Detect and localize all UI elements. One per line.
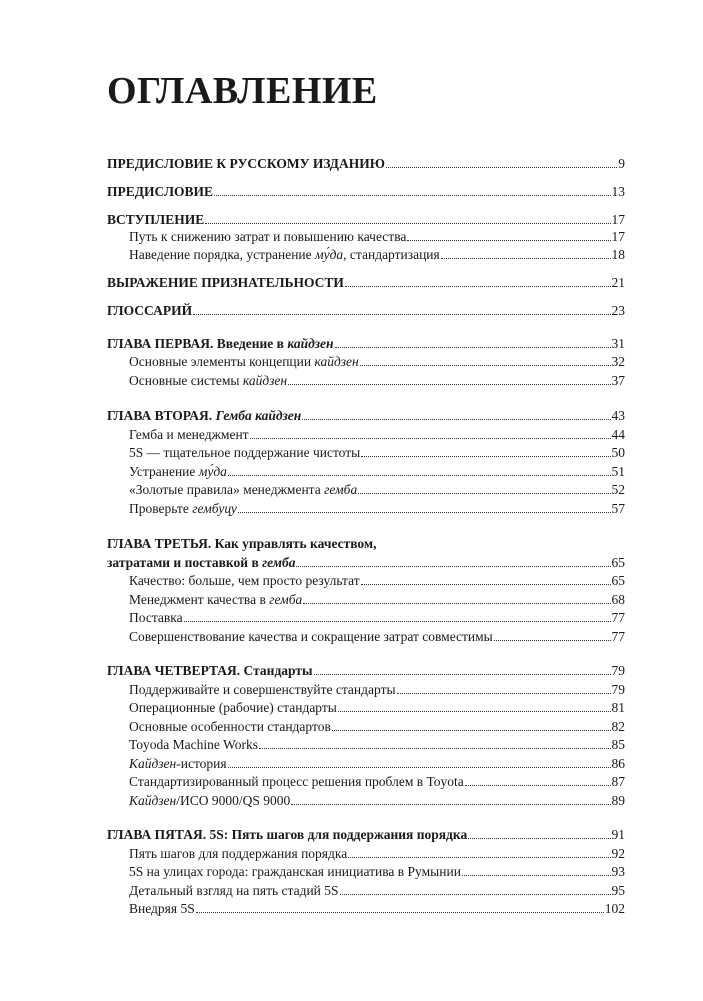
toc-entry-standards-features[interactable]: Основные особенности стандартов 82 xyxy=(129,719,625,734)
toc-entry-gemba-management[interactable]: Гемба и менеджмент 44 xyxy=(129,427,625,442)
page-number: 85 xyxy=(611,737,625,752)
page-number: 13 xyxy=(611,184,625,199)
page-number: 89 xyxy=(611,793,625,808)
page-number: 9 xyxy=(618,156,625,171)
page-title: ОГЛАВЛЕНИЕ xyxy=(107,70,378,112)
toc-entry-quality-management-gemba[interactable]: Менеджмент качества в гемба 68 xyxy=(129,592,625,607)
toc-entry-introduction[interactable]: ВСТУПЛЕНИЕ 17 xyxy=(107,212,625,227)
page-number: 52 xyxy=(611,482,625,497)
page-number: 77 xyxy=(611,629,625,644)
toc-entry-delivery[interactable]: Поставка 77 xyxy=(129,610,625,625)
toc-entry-muda-elimination[interactable]: Устранение му́да 51 xyxy=(129,464,625,479)
page-number: 68 xyxy=(611,592,625,607)
page-number: 31 xyxy=(611,336,625,351)
toc-entry-chapter-4[interactable]: ГЛАВА ЧЕТВЕРТАЯ. Стандарты 79 xyxy=(107,663,625,678)
page-number: 79 xyxy=(611,682,625,697)
toc-entry-chapter-5[interactable]: ГЛАВА ПЯТАЯ. 5S: Пять шагов для поддержания порядка 91 xyxy=(107,827,625,842)
page-number: 81 xyxy=(611,700,625,715)
page-number: 65 xyxy=(611,555,625,570)
toc-entry-5s-stages[interactable]: Детальный взгляд на пять стадий 5S 95 xyxy=(129,883,625,898)
toc-entry-kaizen-iso[interactable]: Кайдзен/ИСО 9000/QS 9000 89 xyxy=(129,793,625,808)
toc-entry-chapter-3[interactable]: затратами и поставкой в гемба 65 xyxy=(107,555,625,570)
page-number: 37 xyxy=(611,373,625,388)
page-number: 51 xyxy=(611,464,625,479)
page-number: 91 xyxy=(611,827,625,842)
toc-entry-quality-beyond-result[interactable]: Качество: больше, чем просто результат 65 xyxy=(129,573,625,588)
toc-entry-kaizen-systems[interactable]: Основные системы кайдзен 37 xyxy=(129,373,625,388)
page-number: 21 xyxy=(611,275,625,290)
page-number: 50 xyxy=(611,445,625,460)
toc-entry-golden-rules[interactable]: «Золотые правила» менеджмента гемба 52 xyxy=(129,482,625,497)
toc-entry-toyoda-machine-works[interactable]: Toyoda Machine Works 85 xyxy=(129,737,625,752)
toc-entry-maintain-standards[interactable]: Поддерживайте и совершенствуйте стандарты 79 xyxy=(129,682,625,697)
toc-entry-chapter-1[interactable]: ГЛАВА ПЕРВАЯ. Введение в кайдзен 31 xyxy=(107,336,625,351)
toc-entry-5s-romania[interactable]: 5S на улицах города: гражданская инициатива в Румынии 93 xyxy=(129,864,625,879)
toc-entry-check-gembutsu[interactable]: Проверьте гембуцу 57 xyxy=(129,501,625,516)
toc-entry-implementing-5s[interactable]: Внедряя 5S 102 xyxy=(129,901,625,916)
page-number: 23 xyxy=(611,303,625,318)
toc-entry-quality-cost-compatible[interactable]: Совершенствование качества и сокращение затрат совместимы 77 xyxy=(129,629,625,644)
page-number: 43 xyxy=(611,408,625,423)
page-number: 86 xyxy=(611,756,625,771)
toc-entry-5s-cleanliness[interactable]: 5S — тщательное поддержание чистоты 50 xyxy=(129,445,625,460)
page-number: 79 xyxy=(611,663,625,678)
page-number: 87 xyxy=(611,774,625,789)
toc-entry-acknowledgements[interactable]: ВЫРАЖЕНИЕ ПРИЗНАТЕЛЬНОСТИ 21 xyxy=(107,275,625,290)
toc-entry-five-steps[interactable]: Пять шагов для поддержания порядка 92 xyxy=(129,846,625,861)
toc-entry-kaizen-story[interactable]: Кайдзен-история 86 xyxy=(129,756,625,771)
page-number: 92 xyxy=(611,846,625,861)
toc-entry-foreword-russian[interactable]: ПРЕДИСЛОВИЕ К РУССКОМУ ИЗДАНИЮ 9 xyxy=(107,156,625,171)
page-number: 17 xyxy=(611,212,625,227)
page-number: 44 xyxy=(611,427,625,442)
toc-entry-cost-quality-path[interactable]: Путь к снижению затрат и повышению качества 17 xyxy=(129,229,625,244)
toc-entry-foreword[interactable]: ПРЕДИСЛОВИЕ 13 xyxy=(107,184,625,199)
toc-entry-chapter-3-line1[interactable]: ГЛАВА ТРЕТЬЯ. Как управлять качеством, xyxy=(107,536,377,551)
page-number: 93 xyxy=(611,864,625,879)
page-number: 17 xyxy=(611,229,625,244)
page-number: 95 xyxy=(611,883,625,898)
toc-entry-kaizen-elements[interactable]: Основные элементы концепции кайдзен 32 xyxy=(129,354,625,369)
page-number: 77 xyxy=(611,610,625,625)
page-number: 57 xyxy=(611,501,625,516)
toc-entry-housekeeping-muda[interactable]: Наведение порядка, устранение му́да, стандартизация 18 xyxy=(129,247,625,262)
toc-entry-glossary[interactable]: ГЛОССАРИЙ 23 xyxy=(107,303,625,318)
page-number: 82 xyxy=(611,719,625,734)
page-number: 65 xyxy=(611,573,625,588)
toc-entry-chapter-2[interactable]: ГЛАВА ВТОРАЯ. Гемба кайдзен 43 xyxy=(107,408,625,423)
page-number: 32 xyxy=(611,354,625,369)
page-number: 102 xyxy=(604,901,625,916)
page-number: 18 xyxy=(611,247,625,262)
toc-entry-operational-standards[interactable]: Операционные (рабочие) стандарты 81 xyxy=(129,700,625,715)
toc-entry-toyota-problem-solving[interactable]: Стандартизированный процесс решения проблем в Toyota 87 xyxy=(129,774,625,789)
